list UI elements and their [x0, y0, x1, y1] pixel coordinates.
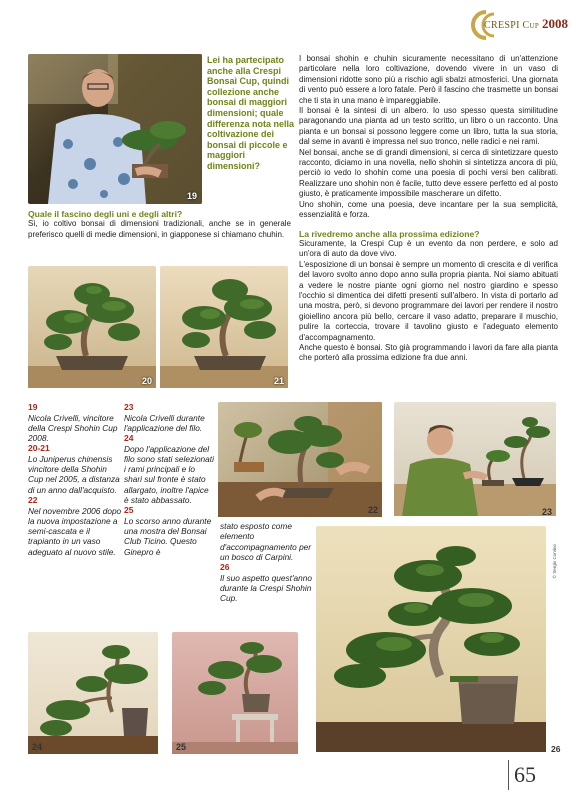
- photo-22-illustration: [218, 402, 382, 517]
- caption-23-text: Nicola Crivelli durante l'applicazione del filo.: [124, 412, 205, 433]
- caption-column-2: [124, 402, 214, 557]
- photo-19-nicola-crivelli: [28, 54, 202, 204]
- photo-24-number: 24: [32, 741, 43, 752]
- page-number-divider: [508, 760, 509, 790]
- caption-19-text: Nicola Crivelli, vincitore della Crespi Shohin Cup 2008.: [28, 412, 118, 444]
- photo-20-illustration: [28, 266, 156, 388]
- photo-26-illustration: [316, 526, 546, 752]
- photo-25-ginepro-exhibition: [172, 632, 298, 754]
- question-2: Quale il fascino degli uni e degli altri?: [28, 209, 183, 219]
- photo-21-juniper: [160, 266, 288, 388]
- caption-22-number: 22: [28, 495, 38, 506]
- caption-column-1: [28, 402, 122, 557]
- photo-20-juniper: [28, 266, 156, 388]
- answer-3a: Sicuramente, la Crespi Cup è un evento da non perdere, e solo ad un'ora di auto da dove vivo.: [299, 238, 558, 259]
- right-column-text: [299, 54, 558, 364]
- logo-year: 2008: [542, 16, 568, 31]
- caption-26-number: 26: [220, 562, 230, 573]
- caption-26-text: Il suo aspetto quest'anno durante la Crespi Shohin Cup.: [220, 572, 312, 604]
- photo-19-number: 19: [186, 190, 197, 201]
- caption-25-number: 25: [124, 505, 134, 516]
- photo-26-juniper-crespi-cup: [316, 526, 557, 752]
- caption-25-continued: stato esposto come elemento d'accompagnamento per un bosco di Carpini.: [220, 521, 312, 562]
- caption-column-3: [220, 521, 312, 604]
- answer-1b: Il bonsai è la sintesi di un albero. Io uso spesso questa similitudine paragonando una pianta ad un testo scritto, un libro o un racconto. Una pianta e un bonsai si possono leggere come un libro, tutta la sua storia, dal seme in avanti è impressa nel suo tronco, nelle radici e nei rami.: [299, 106, 558, 147]
- photo-19-illustration: [28, 54, 202, 204]
- qa-block-2: [28, 209, 291, 240]
- page-number: 65: [514, 762, 536, 787]
- photo-26-number: 26: [551, 744, 561, 754]
- caption-20-21-number: 20-21: [28, 443, 50, 454]
- photo-credit: © Sergio Corvino: [551, 544, 557, 579]
- caption-23-number: 23: [124, 402, 134, 412]
- logo-title: CRESPI Cup: [484, 20, 540, 31]
- answer-1d: Uno shohin, come una poesia, deve incantare per la sua semplicità, essenzialità e forza.: [299, 199, 558, 220]
- answer-1c: Nel bonsai, anche se di grandi dimensioni, si cerca di sintetizzare questo racconto, diciamo in una novella, nello shohin si sintetizza ancora di più, perciò io vedo lo shohin come una poesia di pochi versi ben calibrati. Realizzare uno shohin non è facile, tutto deve essere perfetto ed al posto giusto, è praticamente impossibile mascherare un difetto.: [299, 147, 558, 199]
- caption-25-text: Lo scorso anno durante una mostra del Bonsai Club Ticino. Questo Ginepro è: [124, 515, 212, 557]
- answer-1a: I bonsai shohin e chuhin sicuramente necessitano di un'attenzione particolare nella loro coltivazione, dovendo vivere in un vaso di dimensioni ridotte sono più a rischio agli sbalzi atmosferici. Una giornata di vento può essere a loro fatale. Però il fascino che trasmette un bonsai che ti sta in una mano è impareggiabile.: [299, 54, 558, 105]
- crespi-cup-logo: [462, 8, 580, 42]
- answer-3b: L'esposizione di un bonsai è sempre un momento di crescita e di verifica del lavoro svolto anno dopo anno sulla propria pianta. Noi siamo abituati a vedere le nostre piante ogni giorno nel nostro giardino e spesso l'occhio si dimentica dei difetti presenti sull'albero. In vista di portarlo ad una mostra, però, si devono programmare dei lavori per rendere il nostro gioiellino ancora più bello, cercare il vaso adatto, preparare il muschio, pulire la corteccia, trovare il tavolino giusto e l'adeguato elemento d'accompagnamento.: [299, 259, 558, 342]
- photo-21-illustration: [160, 266, 288, 388]
- question-3: La rivedremo anche alla prossima edizione?: [299, 228, 480, 239]
- photo-25-number: 25: [176, 741, 187, 752]
- photo-24-juniper-wired: [28, 632, 158, 754]
- photo-20-number: 20: [141, 375, 152, 386]
- photo-24-illustration: [28, 632, 158, 754]
- photo-23-number: 23: [541, 506, 552, 517]
- photo-23-crivelli-wiring: [394, 402, 556, 516]
- caption-24-number: 24: [124, 433, 134, 444]
- caption-22-text: Nel novembre 2006 dopo la nuova impostazione a semi-cascata e il trapianto in un vaso adeguato al nuovo stile.: [28, 505, 122, 557]
- photo-25-illustration: [172, 632, 298, 754]
- caption-20-21-text: Lo Juniperus chinensis vincitore della Shohin Cup nel 2005, a distanza di un anno dall'acquisto.: [28, 453, 120, 495]
- answer-2: Sì, io coltivo bonsai di dimensioni tradizionali, anche se in generale preferisco quelli di medie dimensioni, in giapponese si chiamano chuhin.: [28, 219, 291, 239]
- photo-22-wiring: [218, 402, 382, 517]
- photo-22-number: 22: [367, 504, 378, 515]
- caption-24-text: Dopo l'applicazione del filo sono stati selezionati i rami principali e lo shari sul fronte è stato allargato, inoltre l'apice è stato abbassato.: [124, 443, 214, 506]
- answer-3c: Anche questo è bonsai. Sto già programmando i lavori da fare alla pianta che porterò alla prossima edizione fra due anni.: [299, 342, 558, 363]
- caption-19-number: 19: [28, 402, 38, 412]
- question-1: Lei ha partecipato anche alla Crespi Bonsai Cup, quindi collezione anche bonsai di maggiori dimensioni; quale differenza nota nella coltivazione dei bonsai di piccole e maggiori dimensioni?: [207, 55, 295, 171]
- photo-23-illustration: [394, 402, 556, 516]
- photo-21-number: 21: [273, 375, 284, 386]
